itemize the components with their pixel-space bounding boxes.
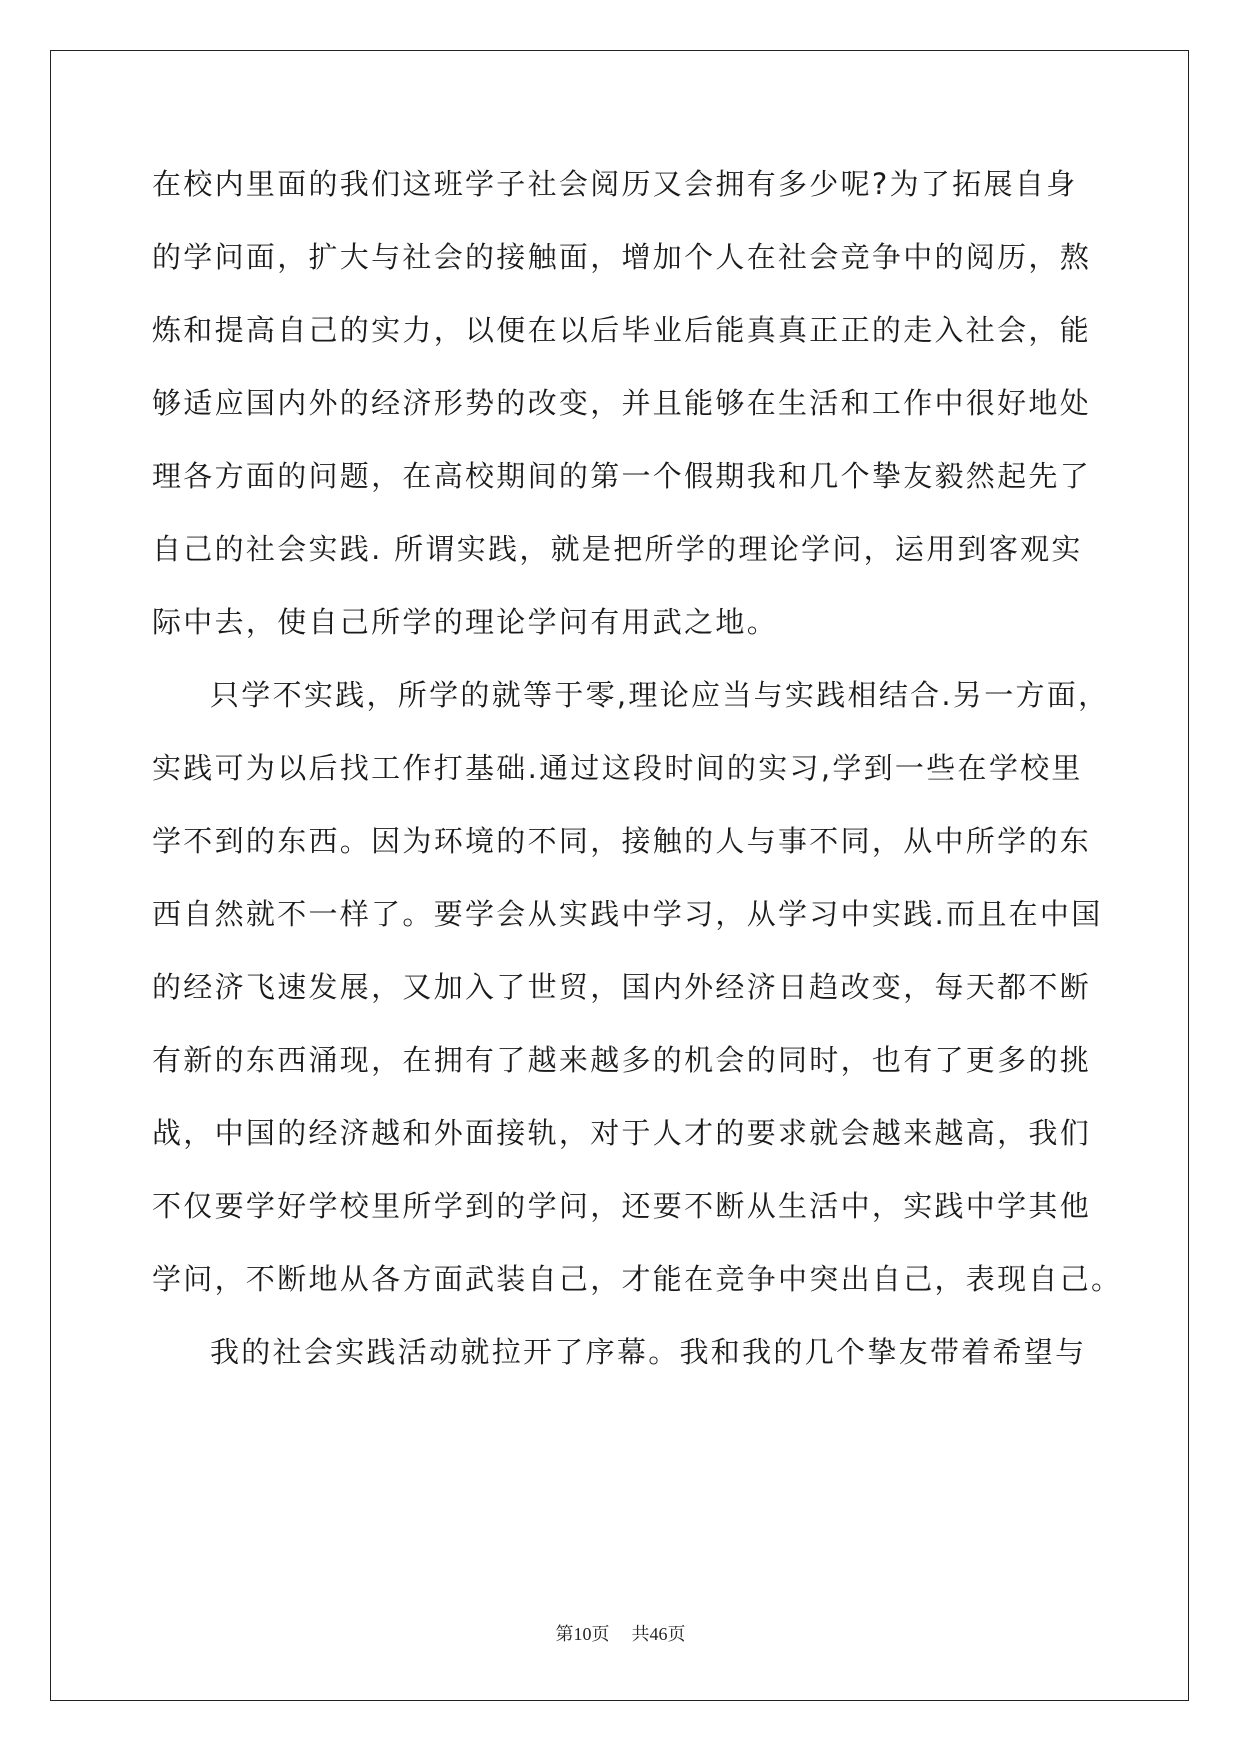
page-border bbox=[50, 50, 1189, 1701]
text-line: 西自然就不一样了。要学会从实践中学习，从学习中实践.而且在中国 bbox=[152, 897, 1103, 931]
text-line: 自己的社会实践. 所谓实践，就是把所学的理论学问，运用到客观实 bbox=[152, 532, 1083, 566]
text-line: 的学问面，扩大与社会的接触面，增加个人在社会竞争中的阅历，熬 bbox=[152, 240, 1092, 274]
text-line: 不仅要学好学校里所学到的学问，还要不断从生活中，实践中学其他 bbox=[152, 1189, 1092, 1223]
paragraph-first-line: 我的社会实践活动就拉开了序幕。我和我的几个挚友带着希望与 bbox=[210, 1335, 1087, 1369]
text-line: 在校内里面的我们这班学子社会阅历又会拥有多少呢?为了拓展自身 bbox=[152, 167, 1078, 201]
text-line: 战，中国的经济越和外面接轨，对于人才的要求就会越来越高，我们 bbox=[152, 1116, 1092, 1150]
text-line: 有新的东西涌现，在拥有了越来越多的机会的同时，也有了更多的挑 bbox=[152, 1043, 1092, 1077]
page-number: 第10页 bbox=[555, 1624, 610, 1644]
text-line: 际中去，使自己所学的理论学问有用武之地。 bbox=[152, 605, 779, 639]
text-line: 实践可为以后找工作打基础.通过这段时间的实习,学到一些在学校里 bbox=[152, 751, 1083, 785]
text-line: 学问，不断地从各方面武装自己，才能在竞争中突出自己，表现自己。 bbox=[152, 1262, 1123, 1296]
text-line: 学不到的东西。因为环境的不同，接触的人与事不同，从中所学的东 bbox=[152, 824, 1092, 858]
text-line: 够适应国内外的经济形势的改变，并且能够在生活和工作中很好地处 bbox=[152, 386, 1092, 420]
text-line: 的经济飞速发展，又加入了世贸，国内外经济日趋改变，每天都不断 bbox=[152, 970, 1092, 1004]
text-line: 炼和提高自己的实力，以便在以后毕业后能真真正正的走入社会，能 bbox=[152, 313, 1092, 347]
page-footer bbox=[0, 1620, 1241, 1646]
paragraph-first-line: 只学不实践，所学的就等于零,理论应当与实践相结合.另一方面， bbox=[210, 678, 1110, 712]
text-line: 理各方面的问题，在高校期间的第一个假期我和几个挚友毅然起先了 bbox=[152, 459, 1092, 493]
page-total: 共46页 bbox=[631, 1624, 686, 1644]
